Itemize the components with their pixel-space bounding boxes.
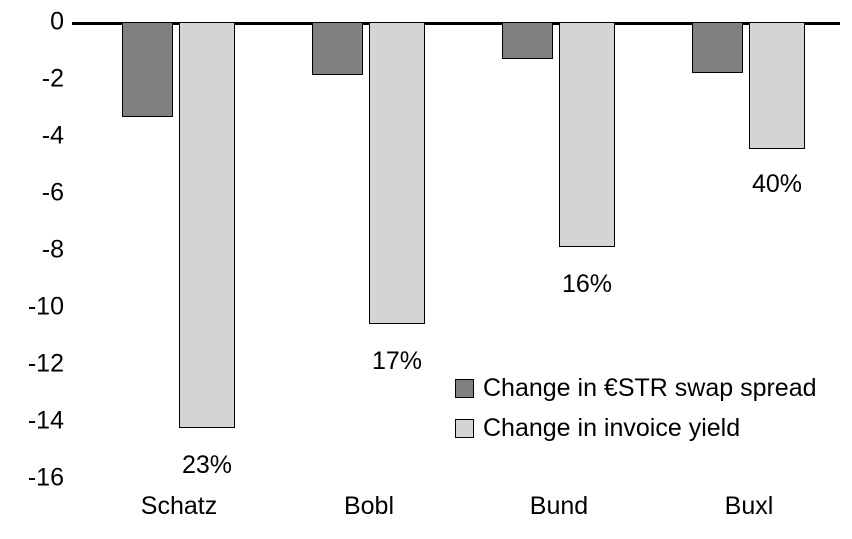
- legend-swatch-icon: [455, 419, 474, 438]
- y-axis-tick-label: -8: [41, 235, 64, 264]
- bar-yield-bund: [559, 22, 615, 247]
- y-axis-tick-labels: [0, 0, 64, 539]
- y-axis-tick-label: -2: [41, 64, 64, 93]
- x-axis-label-bund: Bund: [529, 492, 589, 520]
- y-axis-tick-label: -16: [27, 463, 64, 492]
- x-axis-label-schatz: Schatz: [140, 492, 218, 520]
- bar-spread-bund: [502, 22, 553, 59]
- legend-swatch-icon: [455, 379, 474, 398]
- y-axis-tick-label: -12: [27, 349, 64, 378]
- bar-spread-bobl: [312, 22, 363, 75]
- y-axis-tick-label: -14: [27, 406, 64, 435]
- legend-label-spread: Change in €STR swap spread: [483, 373, 817, 402]
- x-axis-label-buxl: Buxl: [724, 492, 774, 520]
- legend-item-yield: [455, 408, 817, 448]
- bar-spread-schatz: [122, 22, 173, 117]
- bar-spread-buxl: [692, 22, 743, 73]
- y-axis-tick-label: 0: [50, 7, 64, 36]
- bar-yield-schatz: [179, 22, 235, 428]
- data-label-schatz: 23%: [181, 451, 233, 479]
- data-label-bobl: 17%: [371, 347, 423, 375]
- legend-label-yield: Change in invoice yield: [483, 413, 741, 442]
- x-axis-category-labels: [72, 492, 840, 532]
- legend-item-spread: [455, 368, 817, 408]
- data-label-buxl: 40%: [751, 170, 803, 198]
- x-axis-label-bobl: Bobl: [343, 492, 395, 520]
- y-axis-tick-label: -10: [27, 292, 64, 321]
- legend: [455, 368, 817, 448]
- bar-yield-bobl: [369, 22, 425, 324]
- y-axis-tick-label: -4: [41, 121, 64, 150]
- y-axis-tick-label: -6: [41, 178, 64, 207]
- data-label-bund: 16%: [561, 270, 613, 298]
- bar-yield-buxl: [749, 22, 805, 149]
